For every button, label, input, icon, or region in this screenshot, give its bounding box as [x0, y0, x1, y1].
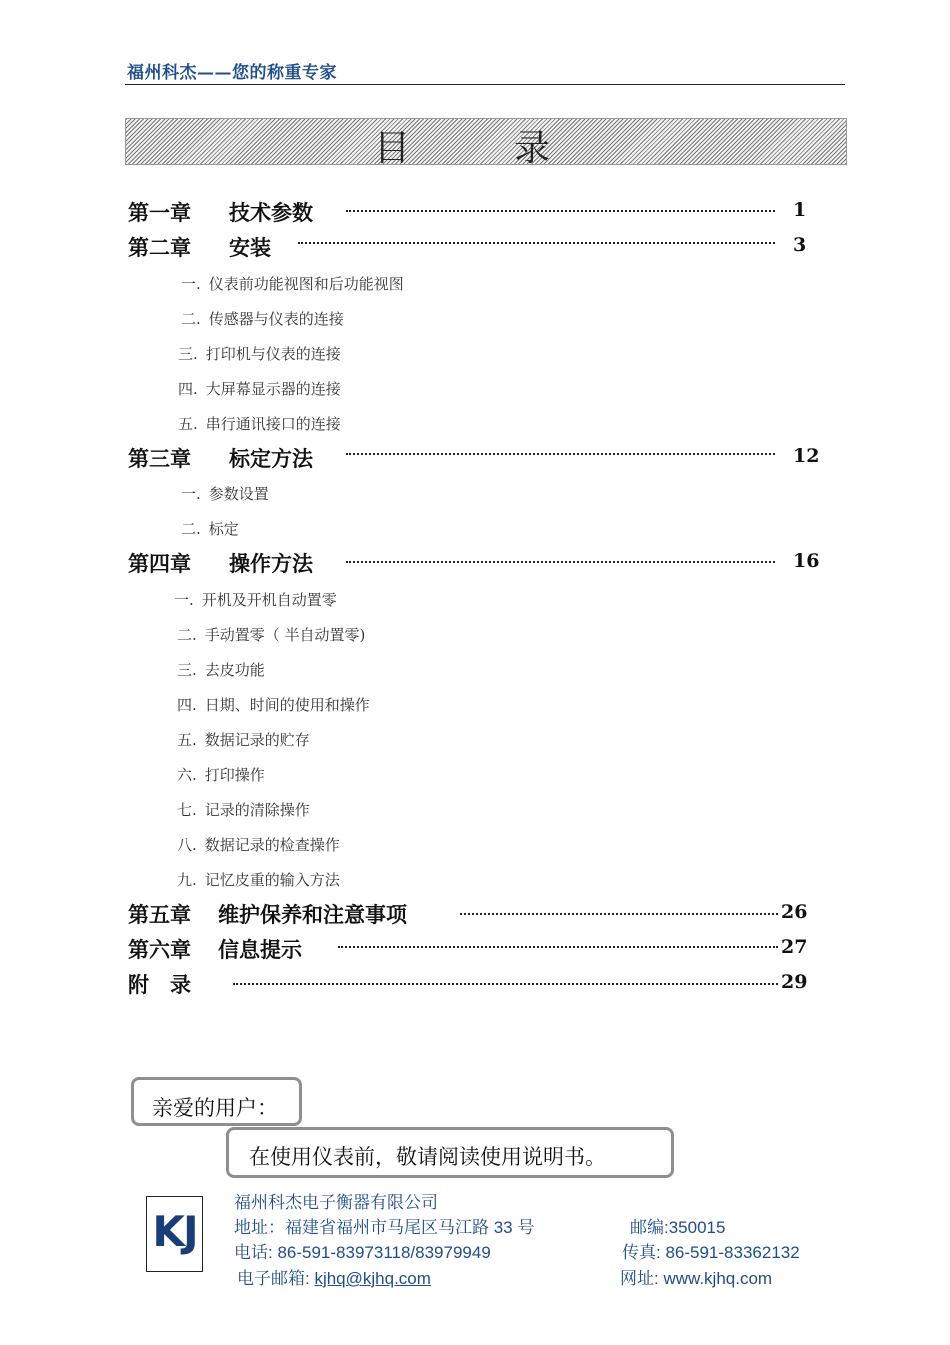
- chapter-number: 第五章: [128, 902, 191, 927]
- page-number: 12: [793, 445, 820, 467]
- dot-leader: [346, 453, 775, 455]
- toc-subentry[interactable]: 四. 大屏幕显示器的连接: [178, 380, 341, 398]
- chapter-number: 第六章: [128, 937, 191, 962]
- page-number: 29: [781, 971, 808, 993]
- toc-subentry[interactable]: 一. 参数设置: [181, 485, 269, 503]
- toc-subentry[interactable]: 五. 数据记录的贮存: [177, 731, 310, 749]
- toc-subentry[interactable]: 八. 数据记录的检查操作: [177, 836, 340, 854]
- chapter-number: 第三章: [128, 446, 191, 471]
- header-rule: [125, 84, 845, 85]
- chapter-number: 第二章: [128, 235, 191, 260]
- toc-subentry[interactable]: 三. 打印机与仪表的连接: [178, 345, 341, 363]
- toc-subentry[interactable]: 一. 开机及开机自动置零: [174, 591, 337, 609]
- company-fax: 传真: 86-591-83362132: [622, 1243, 800, 1262]
- dot-leader: [233, 983, 778, 985]
- chapter-title: 标定方法: [229, 446, 313, 471]
- toc-subentry[interactable]: 一. 仪表前功能视图和后功能视图: [181, 275, 404, 293]
- chapter-title: 技术参数: [229, 200, 313, 225]
- company-name: 福州科杰电子衡器有限公司: [234, 1193, 438, 1212]
- toc-subentry[interactable]: 九. 记忆皮重的输入方法: [177, 871, 340, 889]
- toc-subentry[interactable]: 三. 去皮功能: [177, 661, 265, 679]
- running-header: 福州科杰——您的称重专家: [127, 63, 337, 83]
- chapter-number: 第一章: [128, 200, 191, 225]
- dot-leader: [338, 946, 778, 948]
- chapter-title: 信息提示: [218, 937, 302, 962]
- toc-title-right: 录: [514, 128, 551, 169]
- toc-subentry[interactable]: 二. 标定: [181, 520, 239, 538]
- company-phone: 电话: 86-591-83973118/83979949: [234, 1243, 491, 1262]
- company-logo: KJ: [146, 1196, 203, 1272]
- chapter-title: 操作方法: [229, 551, 313, 576]
- dot-leader: [298, 242, 775, 244]
- page-number: 16: [793, 550, 820, 572]
- toc-subentry[interactable]: 二. 手动置零（ 半自动置零): [177, 626, 366, 644]
- chapter-title: 维护保养和注意事项: [218, 902, 407, 927]
- page-number: 26: [781, 901, 808, 923]
- greeting-text: 亲爱的用户：: [152, 1096, 278, 1120]
- chapter-number: 第四章: [128, 551, 191, 576]
- page-number: 1: [793, 199, 807, 221]
- title-band: [125, 118, 847, 165]
- company-email: 电子邮箱: kjhq@kjhq.com: [237, 1269, 431, 1288]
- notice-text: 在使用仪表前，敬请阅读使用说明书。: [249, 1145, 606, 1169]
- greeting-box: [131, 1077, 302, 1126]
- page-number: 3: [793, 234, 807, 256]
- toc-subentry[interactable]: 七. 记录的清除操作: [177, 801, 310, 819]
- chapter-title: 安装: [229, 235, 271, 260]
- dot-leader: [346, 561, 775, 563]
- email-link[interactable]: kjhq@kjhq.com: [314, 1269, 431, 1288]
- page-number: 27: [781, 936, 808, 958]
- toc-subentry[interactable]: 四. 日期、时间的使用和操作: [177, 696, 370, 714]
- dot-leader: [346, 210, 775, 212]
- company-address: 地址：福建省福州市马尾区马江路 33 号: [234, 1218, 535, 1237]
- toc-subentry[interactable]: 六. 打印操作: [177, 766, 265, 784]
- dot-leader: [460, 913, 778, 915]
- notice-box: [226, 1127, 674, 1178]
- toc-title-left: 目: [374, 128, 411, 169]
- company-website[interactable]: 网址: www.kjhq.com: [620, 1269, 773, 1288]
- toc-subentry[interactable]: 五. 串行通讯接口的连接: [178, 415, 341, 433]
- toc-subentry[interactable]: 二. 传感器与仪表的连接: [181, 310, 344, 328]
- company-zip: 邮编:350015: [630, 1218, 726, 1237]
- chapter-number: 附 录: [128, 972, 191, 997]
